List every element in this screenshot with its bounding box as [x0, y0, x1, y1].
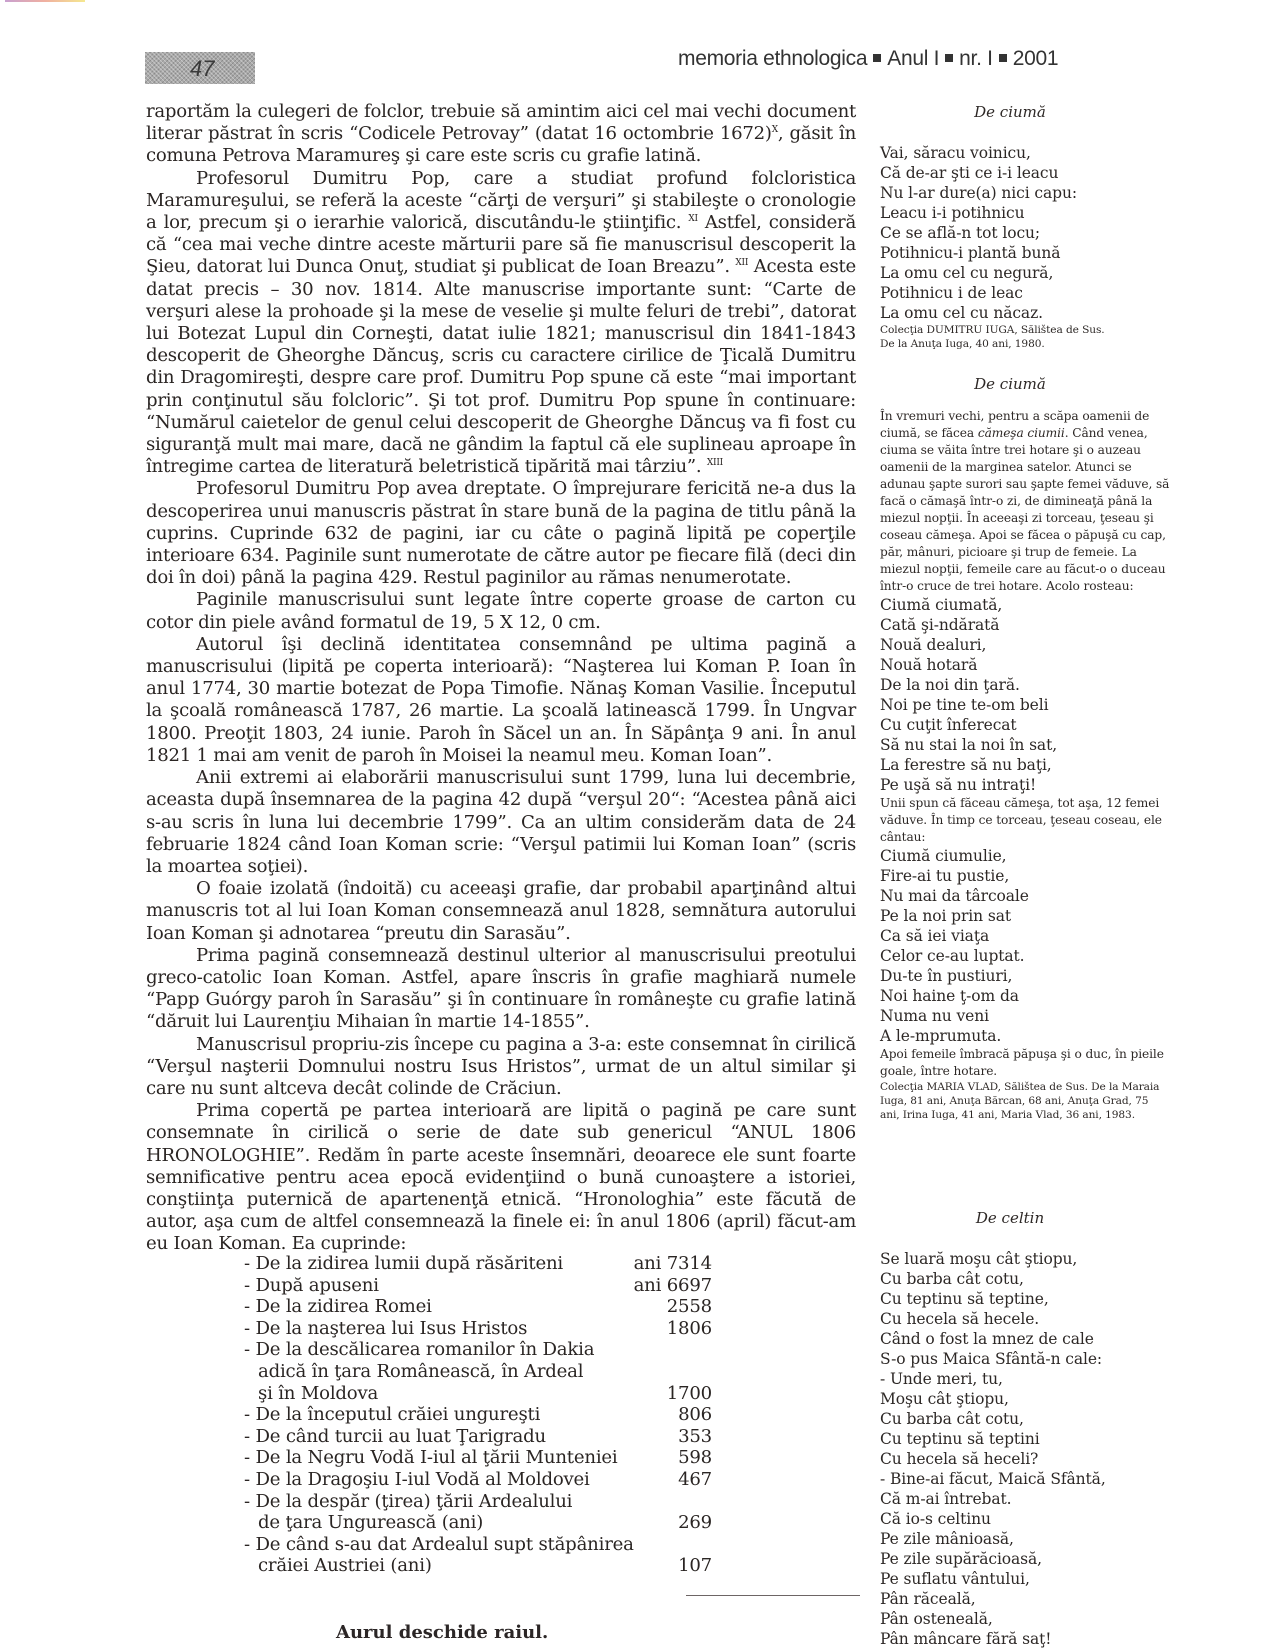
verse-line: Cu hecela să hecele. [880, 1310, 1040, 1328]
chronology-item [244, 1447, 712, 1469]
chronology-item-continuation [244, 1512, 712, 1534]
chronology-value: 269 [678, 1512, 712, 1534]
square-bullet-icon [999, 54, 1007, 62]
chronology-value: 1806 [666, 1317, 712, 1339]
paragraph: raportăm la culegeri de folclor, trebuie să amintim aici cel mai vechi document literar păstrat în scris “Codicele Petrovay” (datat 16 octombrie 1672)$^X$, găsit în comuna Petrova Maramureş şi care este scris cu grafie latină. [146, 101, 856, 167]
sidebar-poem-3 [880, 1209, 1180, 1649]
chronology-item [244, 1253, 712, 1275]
chronology-value: 467 [678, 1468, 712, 1490]
verse-line: Noi pe tine te-om beli [880, 696, 1049, 714]
chronology-item [244, 1339, 712, 1361]
chronology-value: ani 6697 [633, 1274, 712, 1296]
verse-line: La omu cel cu negură, [880, 264, 1054, 282]
paragraph: Autorul îşi declină identitatea consemnând pe ultima pagină a manuscrisului (lipită pe coperta interioară): “Naşterea lui Koman P. Ioan în anul 1774, 30 martie botezat de Popa Timofie. Nănaş Koman Vasilie. Începutul la şcoală românească 1787, 26 martie. La şcoală latinească 1799. În Ungvar 1800. Preoţit 1803, 24 iunie. Paroh în Săcel un an. În Săpânţa 9 ani. În anul 1821 1 mai am venit de paroh în Moisei la neamul meu. Koman Ioan”. [146, 633, 856, 766]
verse-line: Pe uşă să nu intraţi! [880, 776, 1037, 794]
chronology-value: 806 [678, 1404, 712, 1426]
chronology-label: - De la începutul crăiei ungureşti [244, 1404, 541, 1426]
chronology-label: şi în Moldova [258, 1382, 379, 1404]
verse-line: Cu cuţit înferecat [880, 716, 1017, 734]
chronology-item [244, 1426, 712, 1448]
source-line: De la Anuţa Iuga, 40 ani, 1980. [880, 338, 1045, 350]
paragraph: Anii extremi ai elaborării manuscrisului sunt 1799, luna lui decembrie, aceasta după însemnarea de la pagina 42 după “verşul 20“: “Acestea până aici s-au scris în luna lui decembrie 1799”. Ca an ultim considerăm data de 24 februarie 1824 când Ioan Koman scrie: “Verşul patimii lui Koman Ioan” (scris la moartea soţiei). [146, 767, 856, 877]
verse-line: Să nu stai la noi în sat, [880, 736, 1058, 754]
chronology-list [244, 1253, 712, 1577]
verse-line: Celor ce-au luptat. [880, 947, 1025, 965]
verse-line: Nouă hotară [880, 656, 978, 674]
square-bullet-icon [873, 54, 881, 62]
verse-line: Ce se află-n tot locu; [880, 224, 1041, 242]
page-number: 47 [190, 56, 215, 81]
chronology-item [244, 1318, 712, 1340]
footnote-ref[interactable]: X [771, 125, 778, 136]
chronology-value: 598 [678, 1447, 712, 1469]
verse-line: - Bine-ai făcut, Maică Sfântă, [880, 1470, 1106, 1488]
main-article-column [146, 101, 856, 1256]
verse-line: Vai, săracu voinicu, [880, 144, 1031, 162]
chronology-label: - De la zidirea Romei [244, 1296, 432, 1318]
running-header [678, 47, 1058, 71]
chronology-item-continuation [244, 1361, 712, 1383]
paragraph: Prima copertă pe partea interioară are lipită o pagină pe care sunt consemnate în cirilică o serie de date sub genericul “ANUL 1806 HRONOLOGHIE”. Redăm în parte aceste însemnări, deoarece ele sunt foarte semnificative pentru acea epocă evidenţiind o bună cunoaştere a istoriei, conştiinţa puternică de apartenenţă etnică. “Hronologhia” este făcută de autor, aşa cum de altfel consemnează la finele ei: în anul 1806 (april) făcut-am eu Ioan Koman. Ea cuprinde: [146, 1100, 856, 1255]
chronology-label: crăiei Austriei (ani) [258, 1555, 432, 1577]
chronology-item [244, 1296, 712, 1318]
verse-line: Cu barba cât cotu, [880, 1410, 1024, 1428]
verse-line: Pe zile mânioasă, [880, 1530, 1014, 1548]
chronology-label: - De la descălicarea romanilor în Dakia [244, 1339, 595, 1361]
chronology-label: - De când turcii au luat Ţarigradu [244, 1425, 546, 1447]
chronology-value: ani 7314 [633, 1253, 712, 1274]
poem-title: De ciumă [974, 103, 1046, 121]
chronology-value: 1700 [666, 1382, 712, 1404]
chronology-label: - De când s-au dat Ardealul supt stăpânirea [244, 1533, 634, 1555]
verse-line: Potihnicu i de leac [880, 284, 1023, 302]
verse-line: Cu teptinu să teptini [880, 1430, 1040, 1448]
poem-source [880, 323, 1180, 351]
sidebar-poem-1 [880, 103, 1180, 351]
poem-outro: Apoi femeile îmbracă păpuşa şi o duc, în pieile goale, între hotare. [880, 1047, 1164, 1078]
divider-line [686, 1595, 860, 1596]
verse-line: Ca să iei viaţa [880, 927, 990, 945]
verse-line: Du-te în pustiuri, [880, 967, 1013, 985]
poem-intro: În vremuri vechi, pentru a scăpa oamenii de ciumă, se făcea cămeşa ciumii. Când venea, ciuma se văita între trei hotare şi o auzeau oamenii de la marginea satelor. Atunci se adunau şapte surori sau şapte femei văduve, să facă o cămaşă într-o zi, de dimineaţă până la miezul nopţii. În aceeaşi zi torceau, ţeseau şi coseau cămeşa. Apoi se făcea o păpuşă cu cap, păr, mânuri, picioare şi trup de femeie. La miezul nopţii, femeile care au făcut-o o duceau într-o cruce de trei hotare. Acolo rosteau: [880, 409, 1170, 593]
poem-verses [880, 143, 1180, 323]
verse-line: Pe suflatu vântului, [880, 1570, 1030, 1588]
verse-line: Noi haine ţ-om da [880, 987, 1019, 1005]
verse-line: Pân răceală, [880, 1590, 976, 1608]
chronology-item-continuation [244, 1383, 712, 1405]
chronology-label: - De la Dragoşiu I-iul Vodă al Moldovei [244, 1468, 590, 1490]
poem-title: De celtin [975, 1209, 1045, 1227]
chronology-item [244, 1491, 712, 1513]
verse-line: Că io-s celtinu [880, 1510, 991, 1528]
chronology-item [244, 1534, 712, 1556]
paragraph: Prima pagină consemnează destinul ulterior al manuscrisului preotului greco-catolic Ioan Koman. Astfel, apare înscris în grafie maghiară numele “Papp Guórgy paroh în Sarasău” şi în continuare în româneşte cu grafie latină “dăruit lui Laurenţiu Mihaian în martie 14-1855”. [146, 944, 856, 1033]
footnote-ref[interactable]: XII [735, 258, 749, 269]
proverb: Aurul deschide raiul. [336, 1622, 549, 1643]
chronology-item [244, 1469, 712, 1491]
chronology-item [244, 1275, 712, 1297]
chronology-label: - De la naşterea lui Isus Hristos [244, 1317, 528, 1339]
source-line: Colecţia DUMITRU IUGA, Sălištea de Sus. [880, 324, 1105, 336]
verse-line: A le-mprumuta. [880, 1027, 1002, 1045]
chronology-label: - De la despăr (ţirea) ţării Ardealului [244, 1490, 573, 1512]
poem-verses [880, 1249, 1180, 1649]
sidebar-poem-2 [880, 375, 1180, 1122]
chronology-item [244, 1404, 712, 1426]
verse-line: Cată şi-ndărată [880, 616, 1000, 634]
verse-line: - Unde meri, tu, [880, 1370, 1003, 1388]
poem-title: De ciumă [974, 375, 1046, 393]
paragraph: Profesorul Dumitru Pop, care a studiat profund folcloristica Maramureşului, se referă la aceste “cărţi de verşuri” şi stabileşte o cronologie a lor, precum şi o ierarhie valorică, discutându-le ştiinţific. $^{XI}$ Astfel, consideră că “cea mai veche dintre aceste mărturii pare să fie manuscrisul descoperit la Şieu, datorat lui Dunca Onuţ, studiat şi publicat de Ioan Breazu”. $^{XII}$ Acesta este datat precis – 30 nov. 1814. Alte manuscrise importante sunt: “Carte de verşuri alese la prohoade şi la mese de veselie şi multe feluri de trebi”, datorat lui Botezat Lupul din Corneşti, datat iulie 1821; manuscrisul din 1841-1843 descoperit de Gheorghe Dăncuş, scris cu caractere cirilice de Ţicală Dumitru din Dragomireşti, despre care prof. Dumitru Pop spune că este “mai important prin conţinutul său folcloric”. Şi tot prof. Dumitru Pop spune în continuare: “Numărul caietelor de genul celui descoperit de Gheorghe Dăncuş va fi fost cu siguranţă mult mai mare, dacă ne gândim la faptul că ele suplineau aproape în întregime cartea de literatură beletristică tipărită mai târziu”. $^{XIII}$ [146, 167, 856, 478]
poem-middle-note: Unii spun că făceau cămeşa, tot aşa, 12 femei văduve. În timp ce torceau, ţeseau coseau, ele cântau: [880, 796, 1162, 844]
verse-line: La omu cel cu năcaz. [880, 304, 1043, 322]
issue: nr. I [959, 47, 993, 70]
verse-line: Ciumă ciumulie, [880, 847, 1007, 865]
verse-line: Numa nu veni [880, 1007, 989, 1025]
page-number-box [145, 52, 255, 84]
verse-line: Că de-ar şti ce i-i leacu [880, 164, 1059, 182]
chronology-label: adică în ţara Românească, în Ardeal [258, 1360, 584, 1382]
verse-line: Când o fost la mnez de cale [880, 1330, 1094, 1348]
paragraph: Profesorul Dumitru Pop avea dreptate. O împrejurare fericită ne-a dus la descoperirea unui manuscris păstrat în stare bună de la pagina de titlu până la cuprins. Cuprinde 632 de pagini, iar cu câte o pagină lipită pe coperţile interioare 634. Paginile sunt numerotate de către autor pe fiecare filă (deci din doi în doi) până la pagina 429. Restul paginilor au rămas nenumerotate. [146, 478, 856, 589]
verse-line: Pe la noi prin sat [880, 907, 1011, 925]
chronology-value: 353 [678, 1425, 712, 1447]
chronology-value: 2558 [666, 1296, 712, 1318]
poem-source: Colecţia MARIA VLAD, Sălištea de Sus. De la Maraia Iuga, 81 ani, Anuţa Bărcan, 68 ani, Anuţa Grad, 75 ani, Irina Iuga, 41 ani, Maria Vlad, 36 ani, 1983. [880, 1081, 1160, 1121]
chronology-item-continuation [244, 1555, 712, 1577]
square-bullet-icon [945, 54, 953, 62]
verse-line: Că m-ai întrebat. [880, 1490, 1012, 1508]
journal-name: memoria ethnologica [678, 47, 868, 70]
verse-line: Pe zile supărăcioasă, [880, 1550, 1042, 1568]
footnote-ref[interactable]: XI [688, 214, 698, 225]
poem-verses [880, 595, 1180, 795]
paragraph: Manuscrisul propriu-zis începe cu pagina a 3-a: este consemnat în cirilică “Verşul naşterii Domnului nostru Isus Hristos”, urmat de un altul similar şi care nu sunt altceva decât colinde de Crăciun. [146, 1033, 856, 1099]
verse-line: Se luară moşu cât ştiopu, [880, 1250, 1078, 1268]
verse-line: Pân mâncare fără saţ! [880, 1630, 1052, 1648]
paragraph: O foaie izolată (îndoită) cu aceeaşi grafie, dar probabil aparţinând altui manuscris tot al lui Ioan Koman consemnează anul 1828, semnătura autorului Ioan Koman şi adnotarea “preutu din Sarasău”. [146, 878, 856, 944]
verse-line: Fire-ai tu pustie, [880, 867, 1010, 885]
chronology-label: - De la zidirea lumii după răsăriteni [244, 1253, 563, 1274]
verse-line: Potihnicu-i plantă bună [880, 244, 1061, 262]
poem-verses [880, 846, 1180, 1046]
scan-artifact-stripe [5, 0, 85, 2]
verse-line: Nu mai da târcoale [880, 887, 1029, 905]
verse-line: De la noi din ţară. [880, 676, 1020, 694]
paragraph: Paginile manuscrisului sunt legate între coperte groase de carton cu cotor din piele având formatul de 19, 5 X 12, 0 cm. [146, 589, 856, 633]
chronology-label: - De la Negru Vodă I-iul al ţării Munteniei [244, 1447, 618, 1469]
footnote-ref[interactable]: XIII [706, 458, 723, 469]
verse-line: Cu hecela să heceli? [880, 1450, 1039, 1468]
verse-line: Moşu cât ştiopu, [880, 1390, 1009, 1408]
volume: Anul I [887, 47, 940, 70]
verse-line: Ciumă ciumată, [880, 596, 1003, 614]
year: 2001 [1012, 47, 1059, 70]
verse-line: Leacu i-i potihnicu [880, 204, 1025, 222]
chronology-label: de ţara Ungurească (ani) [258, 1512, 484, 1534]
verse-line: Pân osteneală, [880, 1610, 993, 1628]
verse-line: Nouă dealuri, [880, 636, 987, 654]
chronology-value: 107 [678, 1555, 712, 1577]
chronology-label: - După apuseni [244, 1274, 379, 1296]
verse-line: La ferestre să nu baţi, [880, 756, 1052, 774]
verse-line: S-o pus Maica Sfântă-n cale: [880, 1350, 1103, 1368]
verse-line: Cu barba cât cotu, [880, 1270, 1024, 1288]
verse-line: Nu l-ar dure(a) nici capu: [880, 184, 1077, 202]
verse-line: Cu teptinu să teptine, [880, 1290, 1049, 1308]
